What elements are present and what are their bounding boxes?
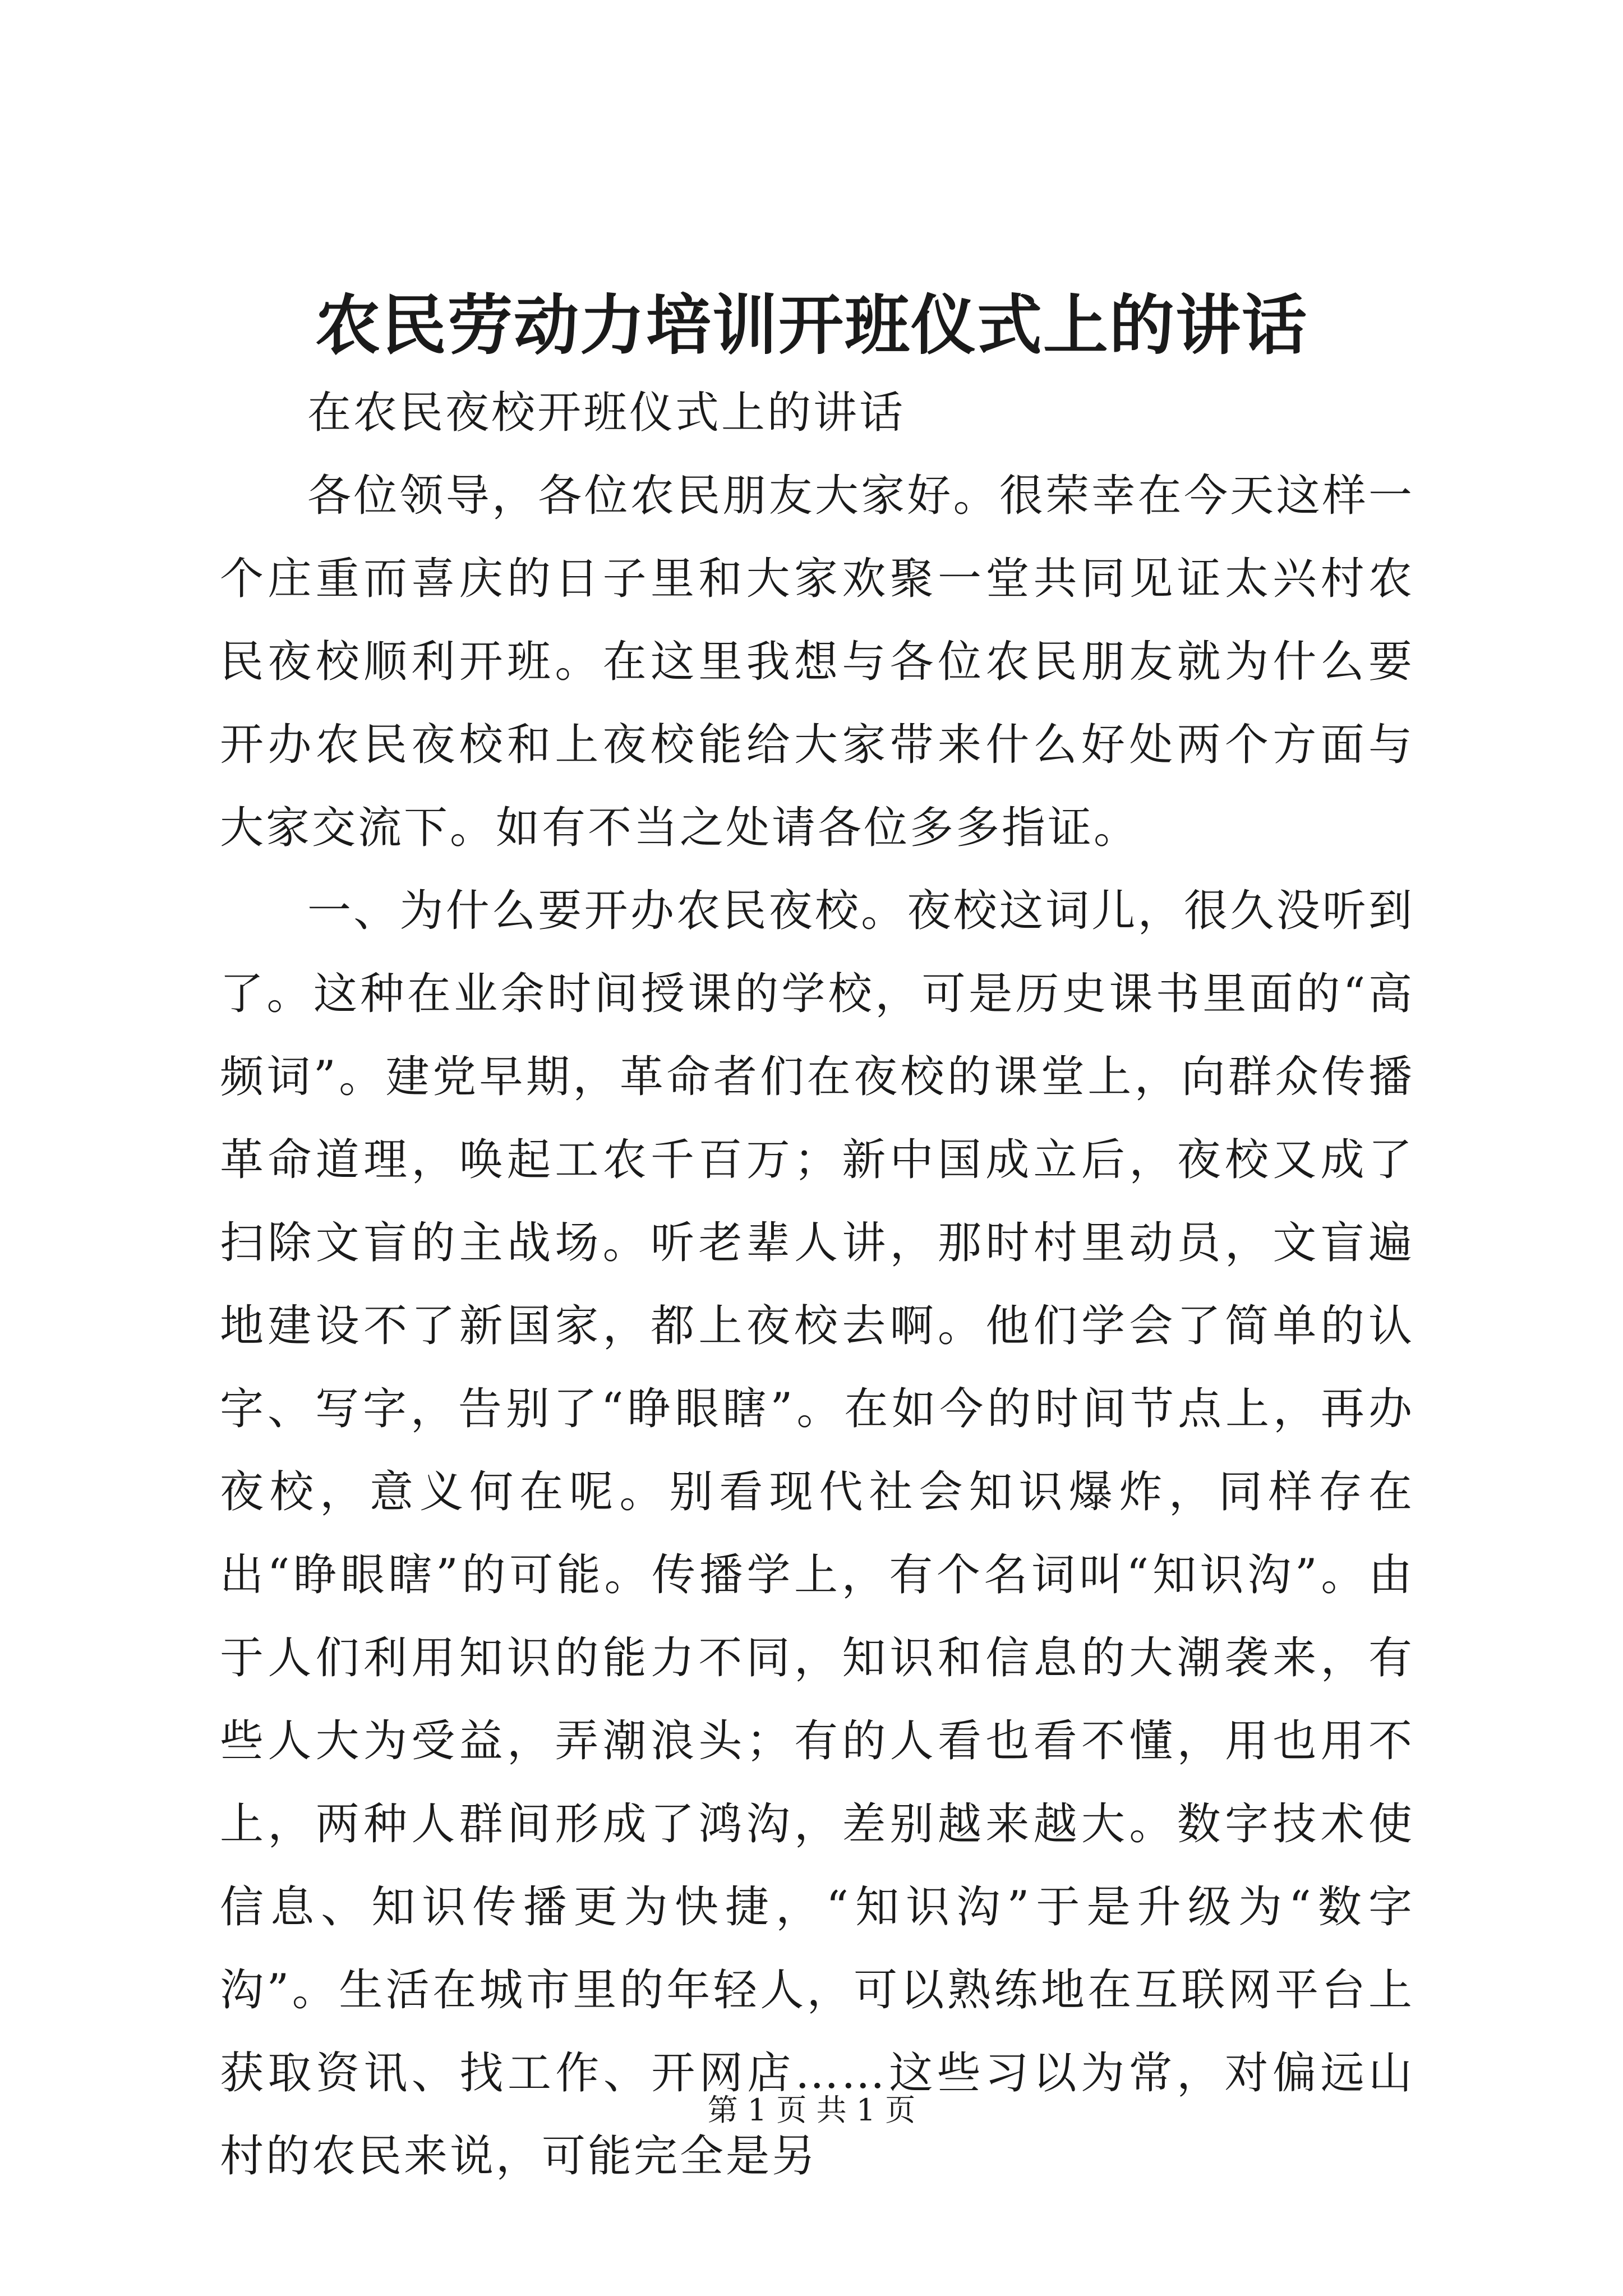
document-body (220, 371, 1414, 2198)
greeting-paragraph: 各位领导，各位农民朋友大家好。很荣幸在今天这样一个庄重而喜庆的日子里和大家欢聚一堂共同见证太兴村农民夜校顺利开班。在这里我想与各位农民朋友就为什么要开办农民夜校和上夜校能给大家带来什么好处两个方面与大家交流下。如有不当之处请各位多多指证。 (220, 471, 1414, 853)
page-number-footer: 第 1 页 共 1 页 (707, 2092, 916, 2128)
section-one-paragraph: 一、为什么要开办农民夜校。夜校这词儿，很久没听到了。这种在业余时间授课的学校，可是历史课书里面的“高频词”。建党早期，革命者们在夜校的课堂上，向群众传播革命道理，唤起工农千百万；新中国成立后，夜校又成了扫除文盲的主战场。听老辈人讲，那时村里动员，文盲遍地建设不了新国家，都上夜校去啊。他们学会了简单的认字、写字，告别了“睁眼瞎”。在如今的时间节点上，再办夜校，意义何在呢。别看现代社会知识爆炸，同样存在出“睁眼瞎”的可能。传播学上，有个名词叫“知识沟”。由于人们利用知识的能力不同，知识和信息的大潮袭来，有些人大为受益，弄潮浪头；有的人看也看不懂，用也用不上，两种人群间形成了鸿沟，差别越来越大。数字技术使信息、知识传播更为快捷，“知识沟”于是升级为“数字沟”。生活在城市里的年轻人，可以熟练地在互联网平台上获取资讯、找工作、开网店……这些习以为常，对偏远山村的农民来说，可能完全是另 (220, 886, 1414, 2182)
document-title: 农民劳动力培训开班仪式上的讲话 (315, 287, 1308, 364)
subtitle-paragraph: 在农民夜校开班仪式上的讲话 (307, 388, 906, 438)
